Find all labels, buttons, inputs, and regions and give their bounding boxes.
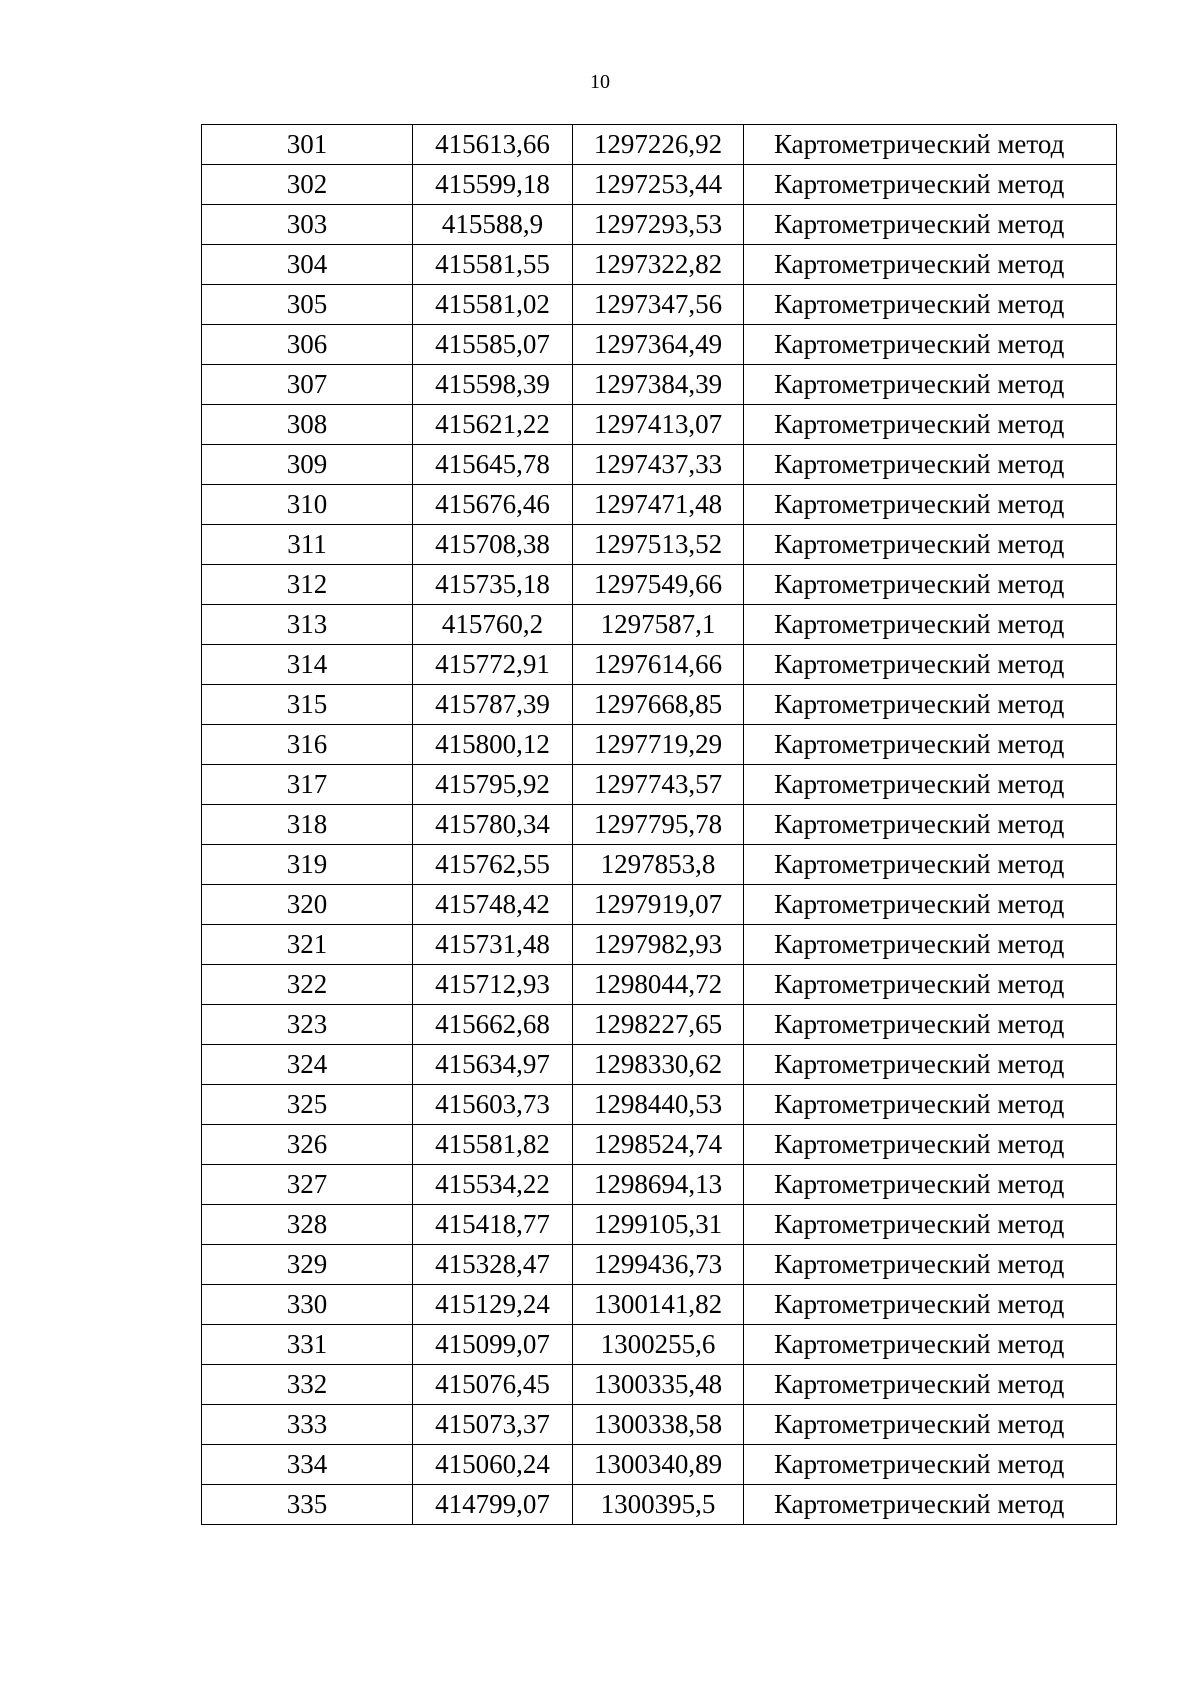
x-coordinate-cell: 415800,12 — [413, 725, 573, 765]
x-coordinate-cell: 415634,97 — [413, 1045, 573, 1085]
y-coordinate-cell: 1297253,44 — [573, 165, 744, 205]
method-cell: Картометрический метод — [744, 125, 1117, 165]
point-number-cell: 324 — [202, 1045, 413, 1085]
point-number-cell: 309 — [202, 445, 413, 485]
method-cell: Картометрический метод — [744, 925, 1117, 965]
x-coordinate-cell: 415613,66 — [413, 125, 573, 165]
point-number-cell: 303 — [202, 205, 413, 245]
table-row — [202, 405, 1117, 445]
table-row — [202, 845, 1117, 885]
point-number-cell: 334 — [202, 1445, 413, 1485]
point-number-cell: 320 — [202, 885, 413, 925]
point-number-cell: 323 — [202, 1005, 413, 1045]
table-row — [202, 1085, 1117, 1125]
point-number-cell: 305 — [202, 285, 413, 325]
table-row — [202, 485, 1117, 525]
y-coordinate-cell: 1297549,66 — [573, 565, 744, 605]
point-number-cell: 312 — [202, 565, 413, 605]
method-cell: Картометрический метод — [744, 405, 1117, 445]
point-number-cell: 317 — [202, 765, 413, 805]
point-number-cell: 306 — [202, 325, 413, 365]
x-coordinate-cell: 415731,48 — [413, 925, 573, 965]
table-row — [202, 965, 1117, 1005]
method-cell: Картометрический метод — [744, 685, 1117, 725]
point-number-cell: 313 — [202, 605, 413, 645]
method-cell: Картометрический метод — [744, 165, 1117, 205]
table-row — [202, 1445, 1117, 1485]
table-row — [202, 325, 1117, 365]
x-coordinate-cell: 415585,07 — [413, 325, 573, 365]
table-row — [202, 925, 1117, 965]
table-row — [202, 1485, 1117, 1525]
y-coordinate-cell: 1300340,89 — [573, 1445, 744, 1485]
method-cell: Картометрический метод — [744, 1045, 1117, 1085]
method-cell: Картометрический метод — [744, 605, 1117, 645]
table-row — [202, 365, 1117, 405]
x-coordinate-cell: 415581,82 — [413, 1125, 573, 1165]
point-number-cell: 314 — [202, 645, 413, 685]
x-coordinate-cell: 415621,22 — [413, 405, 573, 445]
x-coordinate-cell: 414799,07 — [413, 1485, 573, 1525]
method-cell: Картометрический метод — [744, 845, 1117, 885]
x-coordinate-cell: 415735,18 — [413, 565, 573, 605]
y-coordinate-cell: 1297853,8 — [573, 845, 744, 885]
method-cell: Картометрический метод — [744, 565, 1117, 605]
table-row — [202, 1285, 1117, 1325]
point-number-cell: 319 — [202, 845, 413, 885]
y-coordinate-cell: 1298524,74 — [573, 1125, 744, 1165]
table-row — [202, 445, 1117, 485]
table-row — [202, 645, 1117, 685]
method-cell: Картометрический метод — [744, 205, 1117, 245]
point-number-cell: 329 — [202, 1245, 413, 1285]
point-number-cell: 327 — [202, 1165, 413, 1205]
x-coordinate-cell: 415772,91 — [413, 645, 573, 685]
y-coordinate-cell: 1299105,31 — [573, 1205, 744, 1245]
x-coordinate-cell: 415795,92 — [413, 765, 573, 805]
point-number-cell: 332 — [202, 1365, 413, 1405]
y-coordinate-cell: 1298227,65 — [573, 1005, 744, 1045]
method-cell: Картометрический метод — [744, 365, 1117, 405]
table-row — [202, 805, 1117, 845]
x-coordinate-cell: 415060,24 — [413, 1445, 573, 1485]
point-number-cell: 304 — [202, 245, 413, 285]
y-coordinate-cell: 1300395,5 — [573, 1485, 744, 1525]
x-coordinate-cell: 415676,46 — [413, 485, 573, 525]
y-coordinate-cell: 1297668,85 — [573, 685, 744, 725]
method-cell: Картометрический метод — [744, 1325, 1117, 1365]
table-row — [202, 525, 1117, 565]
y-coordinate-cell: 1297471,48 — [573, 485, 744, 525]
y-coordinate-cell: 1297364,49 — [573, 325, 744, 365]
y-coordinate-cell: 1297513,52 — [573, 525, 744, 565]
point-number-cell: 307 — [202, 365, 413, 405]
point-number-cell: 335 — [202, 1485, 413, 1525]
method-cell: Картометрический метод — [744, 1205, 1117, 1245]
table-row — [202, 125, 1117, 165]
table-row — [202, 245, 1117, 285]
y-coordinate-cell: 1297347,56 — [573, 285, 744, 325]
y-coordinate-cell: 1298440,53 — [573, 1085, 744, 1125]
y-coordinate-cell: 1297982,93 — [573, 925, 744, 965]
x-coordinate-cell: 415581,02 — [413, 285, 573, 325]
point-number-cell: 325 — [202, 1085, 413, 1125]
point-number-cell: 311 — [202, 525, 413, 565]
x-coordinate-cell: 415099,07 — [413, 1325, 573, 1365]
method-cell: Картометрический метод — [744, 1285, 1117, 1325]
method-cell: Картометрический метод — [744, 765, 1117, 805]
point-number-cell: 318 — [202, 805, 413, 845]
table-row — [202, 165, 1117, 205]
point-number-cell: 308 — [202, 405, 413, 445]
y-coordinate-cell: 1297413,07 — [573, 405, 744, 445]
coordinates-table — [201, 124, 1117, 1525]
point-number-cell: 315 — [202, 685, 413, 725]
x-coordinate-cell: 415645,78 — [413, 445, 573, 485]
method-cell: Картометрический метод — [744, 885, 1117, 925]
y-coordinate-cell: 1300338,58 — [573, 1405, 744, 1445]
y-coordinate-cell: 1297226,92 — [573, 125, 744, 165]
y-coordinate-cell: 1298694,13 — [573, 1165, 744, 1205]
y-coordinate-cell: 1300335,48 — [573, 1365, 744, 1405]
y-coordinate-cell: 1300141,82 — [573, 1285, 744, 1325]
x-coordinate-cell: 415787,39 — [413, 685, 573, 725]
table-row — [202, 285, 1117, 325]
table-row — [202, 605, 1117, 645]
y-coordinate-cell: 1297743,57 — [573, 765, 744, 805]
x-coordinate-cell: 415328,47 — [413, 1245, 573, 1285]
x-coordinate-cell: 415588,9 — [413, 205, 573, 245]
y-coordinate-cell: 1297719,29 — [573, 725, 744, 765]
y-coordinate-cell: 1297919,07 — [573, 885, 744, 925]
table-row — [202, 1365, 1117, 1405]
table-row — [202, 885, 1117, 925]
x-coordinate-cell: 415708,38 — [413, 525, 573, 565]
point-number-cell: 310 — [202, 485, 413, 525]
y-coordinate-cell: 1297614,66 — [573, 645, 744, 685]
method-cell: Картометрический метод — [744, 245, 1117, 285]
method-cell: Картометрический метод — [744, 1165, 1117, 1205]
method-cell: Картометрический метод — [744, 1245, 1117, 1285]
point-number-cell: 328 — [202, 1205, 413, 1245]
y-coordinate-cell: 1297587,1 — [573, 605, 744, 645]
x-coordinate-cell: 415762,55 — [413, 845, 573, 885]
method-cell: Картометрический метод — [744, 285, 1117, 325]
point-number-cell: 302 — [202, 165, 413, 205]
table-row — [202, 1405, 1117, 1445]
method-cell: Картометрический метод — [744, 1485, 1117, 1525]
method-cell: Картометрический метод — [744, 645, 1117, 685]
y-coordinate-cell: 1297322,82 — [573, 245, 744, 285]
y-coordinate-cell: 1299436,73 — [573, 1245, 744, 1285]
table-row — [202, 725, 1117, 765]
method-cell: Картометрический метод — [744, 1445, 1117, 1485]
page-number: 10 — [590, 71, 610, 93]
y-coordinate-cell: 1297795,78 — [573, 805, 744, 845]
y-coordinate-cell: 1298044,72 — [573, 965, 744, 1005]
point-number-cell: 326 — [202, 1125, 413, 1165]
x-coordinate-cell: 415603,73 — [413, 1085, 573, 1125]
table-row — [202, 1045, 1117, 1085]
method-cell: Картометрический метод — [744, 1005, 1117, 1045]
point-number-cell: 331 — [202, 1325, 413, 1365]
y-coordinate-cell: 1298330,62 — [573, 1045, 744, 1085]
table-row — [202, 1325, 1117, 1365]
method-cell: Картометрический метод — [744, 525, 1117, 565]
method-cell: Картометрический метод — [744, 325, 1117, 365]
y-coordinate-cell: 1300255,6 — [573, 1325, 744, 1365]
method-cell: Картометрический метод — [744, 805, 1117, 845]
point-number-cell: 333 — [202, 1405, 413, 1445]
table-row — [202, 1125, 1117, 1165]
point-number-cell: 301 — [202, 125, 413, 165]
method-cell: Картометрический метод — [744, 1365, 1117, 1405]
x-coordinate-cell: 415598,39 — [413, 365, 573, 405]
method-cell: Картометрический метод — [744, 1125, 1117, 1165]
x-coordinate-cell: 415581,55 — [413, 245, 573, 285]
table-row — [202, 1205, 1117, 1245]
x-coordinate-cell: 415534,22 — [413, 1165, 573, 1205]
table-row — [202, 205, 1117, 245]
table-row — [202, 1005, 1117, 1045]
x-coordinate-cell: 415760,2 — [413, 605, 573, 645]
method-cell: Картометрический метод — [744, 445, 1117, 485]
method-cell: Картометрический метод — [744, 725, 1117, 765]
coordinates-table-body — [202, 125, 1117, 1525]
x-coordinate-cell: 415073,37 — [413, 1405, 573, 1445]
point-number-cell: 322 — [202, 965, 413, 1005]
x-coordinate-cell: 415129,24 — [413, 1285, 573, 1325]
method-cell: Картометрический метод — [744, 1405, 1117, 1445]
x-coordinate-cell: 415662,68 — [413, 1005, 573, 1045]
point-number-cell: 330 — [202, 1285, 413, 1325]
point-number-cell: 316 — [202, 725, 413, 765]
method-cell: Картометрический метод — [744, 965, 1117, 1005]
y-coordinate-cell: 1297437,33 — [573, 445, 744, 485]
x-coordinate-cell: 415712,93 — [413, 965, 573, 1005]
table-row — [202, 565, 1117, 605]
table-row — [202, 685, 1117, 725]
x-coordinate-cell: 415599,18 — [413, 165, 573, 205]
y-coordinate-cell: 1297293,53 — [573, 205, 744, 245]
method-cell: Картометрический метод — [744, 485, 1117, 525]
table-row — [202, 1165, 1117, 1205]
point-number-cell: 321 — [202, 925, 413, 965]
x-coordinate-cell: 415780,34 — [413, 805, 573, 845]
method-cell: Картометрический метод — [744, 1085, 1117, 1125]
table-row — [202, 765, 1117, 805]
x-coordinate-cell: 415076,45 — [413, 1365, 573, 1405]
x-coordinate-cell: 415748,42 — [413, 885, 573, 925]
x-coordinate-cell: 415418,77 — [413, 1205, 573, 1245]
y-coordinate-cell: 1297384,39 — [573, 365, 744, 405]
table-row — [202, 1245, 1117, 1285]
